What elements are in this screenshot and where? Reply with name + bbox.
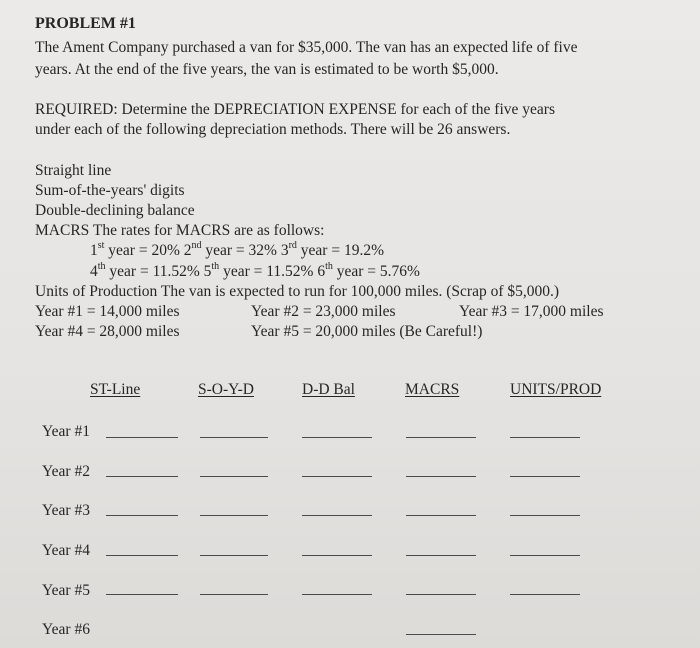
macrs-rates-row-2: [90, 260, 420, 281]
blank-y3-units[interactable]: [510, 515, 580, 516]
problem-title: PROBLEM #1: [35, 15, 136, 32]
blank-y1-ddbal[interactable]: [302, 437, 372, 438]
row-label-year-1: Year #1: [42, 423, 90, 440]
blank-y2-stline[interactable]: [106, 476, 178, 477]
rate-sup: th: [325, 260, 333, 272]
blank-y3-stline[interactable]: [106, 515, 178, 516]
blank-y4-units[interactable]: [510, 555, 580, 556]
required-line-2: under each of the following depreciation methods. There will be 26 answers.: [35, 121, 511, 138]
rate-ord: 4: [90, 263, 98, 280]
rate-sup: st: [97, 239, 105, 251]
method-syd: Sum-of-the-years' digits: [35, 182, 185, 199]
rate-sup: th: [211, 260, 220, 272]
rate-text: year = 5.76%: [332, 263, 420, 280]
miles-year-3: Year #3 = 17,000 miles: [459, 303, 604, 320]
blank-y2-units[interactable]: [510, 476, 580, 477]
row-label-year-3: Year #3: [42, 502, 90, 519]
rate-text: year = 11.52%: [219, 263, 318, 280]
blank-y2-soyd[interactable]: [200, 476, 268, 477]
miles-year-2: Year #2 = 23,000 miles: [251, 303, 396, 320]
miles-year-1: Year #1 = 14,000 miles: [35, 303, 180, 320]
rate-ord: 1: [90, 242, 98, 259]
blank-y5-ddbal[interactable]: [302, 594, 372, 595]
blank-y1-soyd[interactable]: [200, 437, 268, 438]
row-label-year-6: Year #6: [42, 621, 90, 638]
blank-y6-macrs[interactable]: [406, 634, 476, 635]
method-macrs-intro: MACRS The rates for MACRS are as follows:: [35, 222, 325, 239]
method-ddb: Double-declining balance: [35, 202, 195, 219]
blank-y5-units[interactable]: [510, 594, 580, 595]
rate-sup: rd: [288, 239, 297, 251]
header-soyd: S-O-Y-D: [198, 381, 254, 398]
miles-year-5: Year #5 = 20,000 miles (Be Careful!): [251, 323, 483, 340]
blank-y4-macrs[interactable]: [406, 555, 476, 556]
row-label-year-2: Year #2: [42, 463, 90, 480]
rate-ord: 5: [203, 263, 212, 280]
blank-y2-ddbal[interactable]: [302, 476, 372, 477]
rate-text: year = 19.2%: [296, 242, 384, 259]
blank-y3-macrs[interactable]: [406, 515, 476, 516]
blank-y1-units[interactable]: [510, 437, 580, 438]
blank-y3-soyd[interactable]: [200, 515, 268, 516]
miles-year-4: Year #4 = 28,000 miles: [35, 323, 180, 340]
blank-y1-macrs[interactable]: [406, 437, 476, 438]
blank-y1-stline[interactable]: [106, 437, 178, 438]
blank-y5-soyd[interactable]: [200, 594, 268, 595]
rate-text: year = 11.52%: [105, 263, 204, 280]
blank-y2-macrs[interactable]: [406, 476, 476, 477]
blank-y3-ddbal[interactable]: [302, 515, 372, 516]
row-label-year-4: Year #4: [42, 542, 90, 559]
intro-line-1: The Ament Company purchased a van for $35,000. The van has an expected life of five: [35, 39, 578, 56]
blank-y4-ddbal[interactable]: [302, 555, 372, 556]
blank-y5-macrs[interactable]: [406, 594, 476, 595]
header-ddbal: D-D Bal: [302, 381, 355, 398]
rate-sup: nd: [191, 239, 202, 251]
required-line-1: REQUIRED: Determine the DEPRECIATION EXPENSE for each of the five years: [35, 101, 555, 118]
row-label-year-5: Year #5: [42, 582, 90, 599]
blank-y4-stline[interactable]: [106, 555, 178, 556]
blank-y5-stline[interactable]: [106, 594, 178, 595]
blank-y4-soyd[interactable]: [200, 555, 268, 556]
method-straight-line: Straight line: [35, 162, 112, 179]
intro-line-2: years. At the end of the five years, the van is estimated to be worth $5,000.: [35, 61, 499, 78]
units-intro: Units of Production The van is expected to run for 100,000 miles. (Scrap of $5,000.): [35, 283, 560, 300]
rate-ord: 3: [280, 242, 289, 259]
header-macrs: MACRS: [405, 381, 460, 398]
rate-ord: 6: [317, 263, 326, 280]
rate-ord: 2: [183, 242, 192, 259]
rate-text: year = 32%: [201, 242, 281, 259]
header-st-line: ST-Line: [90, 381, 141, 398]
rate-text: year = 20%: [104, 242, 184, 259]
macrs-rates-row-1: [90, 239, 384, 260]
rate-sup: th: [97, 260, 106, 272]
header-units-prod: UNITS/PROD: [510, 381, 602, 398]
